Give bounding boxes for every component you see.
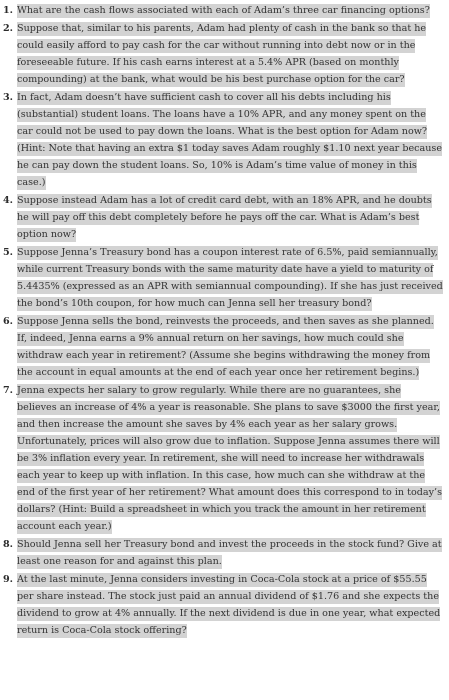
question-list (0, 2, 449, 640)
question-number: 7. (3, 385, 14, 396)
question-text: Suppose Jenna sells the bond, reinvests the proceeds, and then saves as she planned. If, indeed, Jenna earns a 9% annual return on her savings, how much could she withdraw each year in retirement? (Assume she begins withdrawing the money from the account in equal amounts at the end of each year once her retirement begins.) (17, 316, 434, 378)
question-text: Should Jenna sell her Treasury bond and invest the proceeds in the stock fund? Give at least one reason for and against this plan. (17, 539, 442, 567)
question-number: 6. (3, 316, 14, 327)
question-number: 2. (3, 23, 14, 34)
question-8 (0, 536, 449, 570)
question-text: What are the cash flows associated with each of Adam’s three car financing options? (17, 5, 430, 16)
question-1 (0, 2, 449, 19)
question-text: Jenna expects her salary to grow regularly. While there are no guarantees, she believes an increase of 4% a year is reasonable. She plans to save $3000 the first year, and then increase the amount she saves by 4% each year as her salary grows. Unfortunately, prices will also grow due to inflation. Suppose Jenna assumes there will be 3% inflation every year. In retirement, she will need to increase her withdrawals each year to keep up with inflation. In this case, how much can she withdraw at the end of the first year of her retirement? What amount does this correspond to in today’s dollars? (Hint: Build a spreadsheet in which you track the amount in her retirement account each year.) (17, 385, 443, 532)
question-number: 8. (3, 539, 14, 550)
question-text: Suppose Jenna’s Treasury bond has a coupon interest rate of 6.5%, paid semiannually, while current Treasury bonds with the same maturity date have a yield to maturity of 5.4435% (expressed as an APR with semiannual compounding). If she has just received the bond’s 10th coupon, for how much can Jenna sell her treasury bond? (17, 247, 443, 309)
question-number: 5. (3, 247, 14, 258)
question-9 (0, 571, 449, 639)
question-number: 3. (3, 92, 14, 103)
question-text: Suppose instead Adam has a lot of credit card debt, with an 18% APR, and he doubts he will pay off this debt completely before he pays off the car. What is Adam’s best option now? (17, 195, 432, 240)
question-number: 1. (3, 5, 14, 16)
question-5 (0, 244, 449, 312)
question-text: At the last minute, Jenna considers investing in Coca-Cola stock at a price of $55.55 per share instead. The stock just paid an annual dividend of $1.76 and she expects the dividend to grow at 4% annually. If the next dividend is due in one year, what expected return is Coca-Cola stock offering? (17, 574, 441, 636)
question-text: Suppose that, similar to his parents, Adam had plenty of cash in the bank so that he could easily afford to pay cash for the car without running into debt now or in the foreseeable future. If his cash earns interest at a 5.4% APR (based on monthly compounding) at the bank, what would be his best purchase option for the car? (17, 23, 427, 85)
question-number: 9. (3, 574, 14, 585)
question-3 (0, 89, 449, 191)
question-text: In fact, Adam doesn’t have sufficient cash to cover all his debts including his (substantial) student loans. The loans have a 10% APR, and any money spent on the car could not be used to pay down the loans. What is the best option for Adam now? (Hint: Note that having an extra $1 today saves Adam roughly $1.10 next year because he can pay down the student loans. So, 10% is Adam’s time value of money in this case.) (17, 92, 443, 188)
question-number: 4. (3, 195, 14, 206)
question-2 (0, 20, 449, 88)
question-7 (0, 382, 449, 535)
question-4 (0, 192, 449, 243)
question-6 (0, 313, 449, 381)
